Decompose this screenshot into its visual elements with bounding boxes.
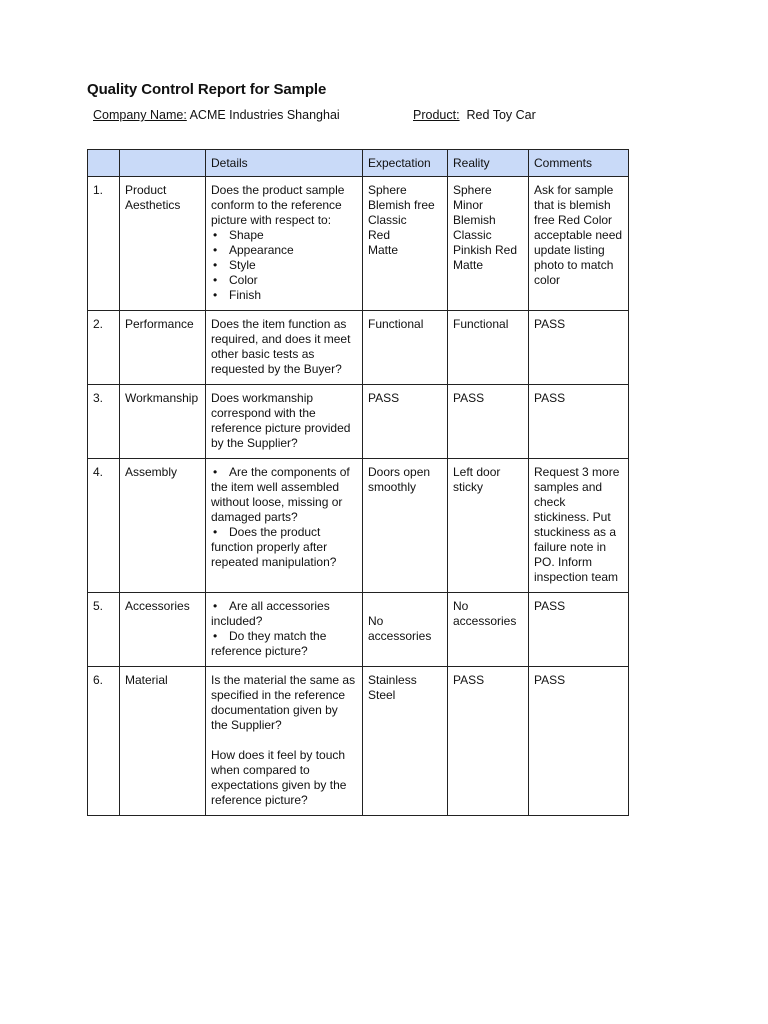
list-item xyxy=(211,243,357,258)
table-row xyxy=(88,311,629,385)
header-cell-expectation: Expectation xyxy=(363,150,448,177)
bullet-icon: • xyxy=(213,525,218,539)
reality-line: Pinkish Red xyxy=(453,243,518,257)
header-cell-details: Details xyxy=(206,150,363,177)
list-item xyxy=(211,288,357,303)
row-details xyxy=(206,459,363,593)
row-number: 3. xyxy=(88,385,120,459)
expectation-line: Red xyxy=(368,228,391,242)
row-item: Product Aesthetics xyxy=(120,177,206,311)
row-comments: PASS xyxy=(529,385,629,459)
bullet-icon: • xyxy=(213,288,218,302)
list-item xyxy=(211,258,357,273)
bullet-icon: • xyxy=(213,465,218,479)
table-row xyxy=(88,667,629,816)
row-reality: No accessories xyxy=(448,593,529,667)
bullet-icon: • xyxy=(213,599,218,613)
report-title: Quality Control Report for Sample xyxy=(87,81,327,98)
spacer xyxy=(211,733,357,748)
expectation-line: Blemish free xyxy=(368,198,435,212)
row-comments: PASS xyxy=(529,667,629,816)
spacer xyxy=(368,599,442,614)
expectation-line: Matte xyxy=(368,243,399,257)
bullet-text: Color xyxy=(229,273,258,287)
header-cell-reality: Reality xyxy=(448,150,529,177)
bullet-text: Are the components of the item well assembled without loose, missing or damaged parts? xyxy=(211,465,350,524)
row-expectation: Functional xyxy=(363,311,448,385)
row-number: 1. xyxy=(88,177,120,311)
row-number: 2. xyxy=(88,311,120,385)
row-number: 5. xyxy=(88,593,120,667)
row-comments: PASS xyxy=(529,593,629,667)
row-comments: Request 3 more samples and check stickiness. Put stuckiness as a failure note in PO. Inform inspection team xyxy=(529,459,629,593)
row-reality: PASS xyxy=(448,385,529,459)
reality-line: Matte xyxy=(453,258,484,272)
bullet-text: Shape xyxy=(229,228,264,242)
table-row xyxy=(88,385,629,459)
reality-line: Classic xyxy=(453,228,492,242)
row-details xyxy=(206,177,363,311)
row-expectation xyxy=(363,593,448,667)
list-item xyxy=(211,525,357,570)
company-line xyxy=(93,108,340,122)
header-cell-num xyxy=(88,150,120,177)
bullet-icon: • xyxy=(213,629,218,643)
bullet-icon: • xyxy=(213,228,218,242)
reality-line: Sphere xyxy=(453,183,492,197)
list-item xyxy=(211,599,357,629)
row-details: Does the item function as required, and does it meet other basic tests as requested by the Buyer? xyxy=(206,311,363,385)
list-item xyxy=(211,273,357,288)
list-item xyxy=(211,629,357,659)
row-item: Performance xyxy=(120,311,206,385)
row-item: Workmanship xyxy=(120,385,206,459)
row-expectation: Stainless Steel xyxy=(363,667,448,816)
table-row xyxy=(88,459,629,593)
bullet-text: Are all accessories included? xyxy=(211,599,330,628)
row-reality: Functional xyxy=(448,311,529,385)
bullet-icon: • xyxy=(213,273,218,287)
product-label: Product: xyxy=(413,108,460,122)
expectation-text: No accessories xyxy=(368,614,432,643)
row-item: Assembly xyxy=(120,459,206,593)
row-expectation: Doors open smoothly xyxy=(363,459,448,593)
bullet-text: Finish xyxy=(229,288,262,302)
row-reality xyxy=(448,177,529,311)
row-number: 4. xyxy=(88,459,120,593)
expectation-line: Classic xyxy=(368,213,407,227)
details-text: Does the product sample conform to the reference picture with respect to: xyxy=(211,183,345,227)
bullet-text: Do they match the reference picture? xyxy=(211,629,327,658)
row-reality: PASS xyxy=(448,667,529,816)
table-header-row xyxy=(88,150,629,177)
header-cell-comments: Comments xyxy=(529,150,629,177)
row-details xyxy=(206,593,363,667)
expectation-line: Sphere xyxy=(368,183,407,197)
list-item xyxy=(211,465,357,525)
row-expectation xyxy=(363,177,448,311)
row-comments: PASS xyxy=(529,311,629,385)
row-comments: Ask for sample that is blemish free Red Color acceptable need update listing photo to match color xyxy=(529,177,629,311)
quality-control-table xyxy=(87,149,629,816)
list-item xyxy=(211,228,357,243)
bullet-icon: • xyxy=(213,243,218,257)
reality-line: Minor Blemish xyxy=(453,198,496,227)
bullet-text: Style xyxy=(229,258,256,272)
company-label: Company Name: xyxy=(93,108,187,122)
row-item: Accessories xyxy=(120,593,206,667)
bullet-text: Does the product function properly after repeated manipulation? xyxy=(211,525,337,569)
product-value: Red Toy Car xyxy=(466,108,536,122)
product-line xyxy=(413,108,536,122)
details-paragraph: Is the material the same as specified in the reference documentation given by the Supplier? xyxy=(211,673,356,732)
row-item: Material xyxy=(120,667,206,816)
table-row xyxy=(88,593,629,667)
header-cell-item xyxy=(120,150,206,177)
company-value: ACME Industries Shanghai xyxy=(189,108,340,122)
bullet-icon: • xyxy=(213,258,218,272)
bullet-text: Appearance xyxy=(229,243,294,257)
row-expectation: PASS xyxy=(363,385,448,459)
row-details xyxy=(206,667,363,816)
details-paragraph: How does it feel by touch when compared to expectations given by the reference picture? xyxy=(211,748,347,807)
row-number: 6. xyxy=(88,667,120,816)
table-row xyxy=(88,177,629,311)
row-reality: Left door sticky xyxy=(448,459,529,593)
row-details: Does workmanship correspond with the reference picture provided by the Supplier? xyxy=(206,385,363,459)
